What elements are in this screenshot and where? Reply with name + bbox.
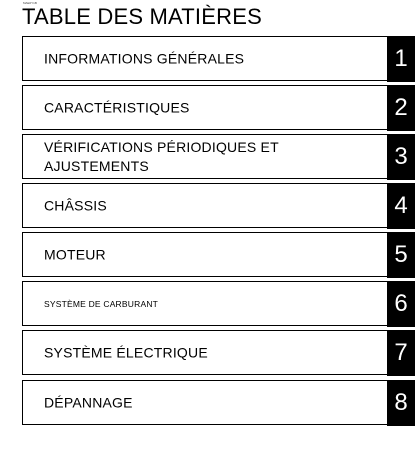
toc-chapter-number: 6	[387, 281, 415, 327]
toc-entry-label: SYSTÈME ÉLECTRIQUE	[44, 344, 208, 360]
page-title: TABLE DES MATIÈRES	[22, 4, 262, 29]
toc-entry-label: MOTEUR	[44, 246, 106, 262]
page-code: MAE0Y1B	[23, 1, 37, 5]
toc-entry-label: SYSTÈME DE CARBURANT	[44, 298, 159, 309]
toc-chapter-number: 5	[387, 232, 415, 278]
toc-entry-caracteristiques[interactable]	[22, 85, 414, 130]
toc-entry-label: VÉRIFICATIONS PÉRIODIQUES ET AJUSTEMENTS	[44, 138, 279, 174]
toc-entry-systeme-electrique[interactable]	[22, 330, 414, 375]
toc-entry-label: DÉPANNAGE	[44, 394, 133, 410]
toc-entry-moteur[interactable]	[22, 232, 414, 277]
toc-chapter-number: 3	[387, 134, 415, 180]
toc-entry-verifications-periodiques[interactable]	[22, 134, 414, 179]
toc-entry-label: CARACTÉRISTIQUES	[44, 99, 190, 115]
toc-entry-label: CHÂSSIS	[44, 197, 107, 213]
toc-chapter-number: 8	[387, 380, 415, 426]
toc-entry-systeme-de-carburant[interactable]	[22, 281, 414, 326]
toc-chapter-number: 4	[387, 183, 415, 229]
toc-chapter-number: 1	[387, 36, 415, 82]
toc-chapter-number: 7	[387, 330, 415, 376]
toc-entry-depannage[interactable]	[22, 380, 414, 425]
toc-chapter-number: 2	[387, 85, 415, 131]
toc-entry-informations-generales[interactable]	[22, 36, 414, 81]
toc-entry-label: INFORMATIONS GÉNÉRALES	[44, 50, 245, 66]
toc-entry-chassis[interactable]	[22, 183, 414, 228]
